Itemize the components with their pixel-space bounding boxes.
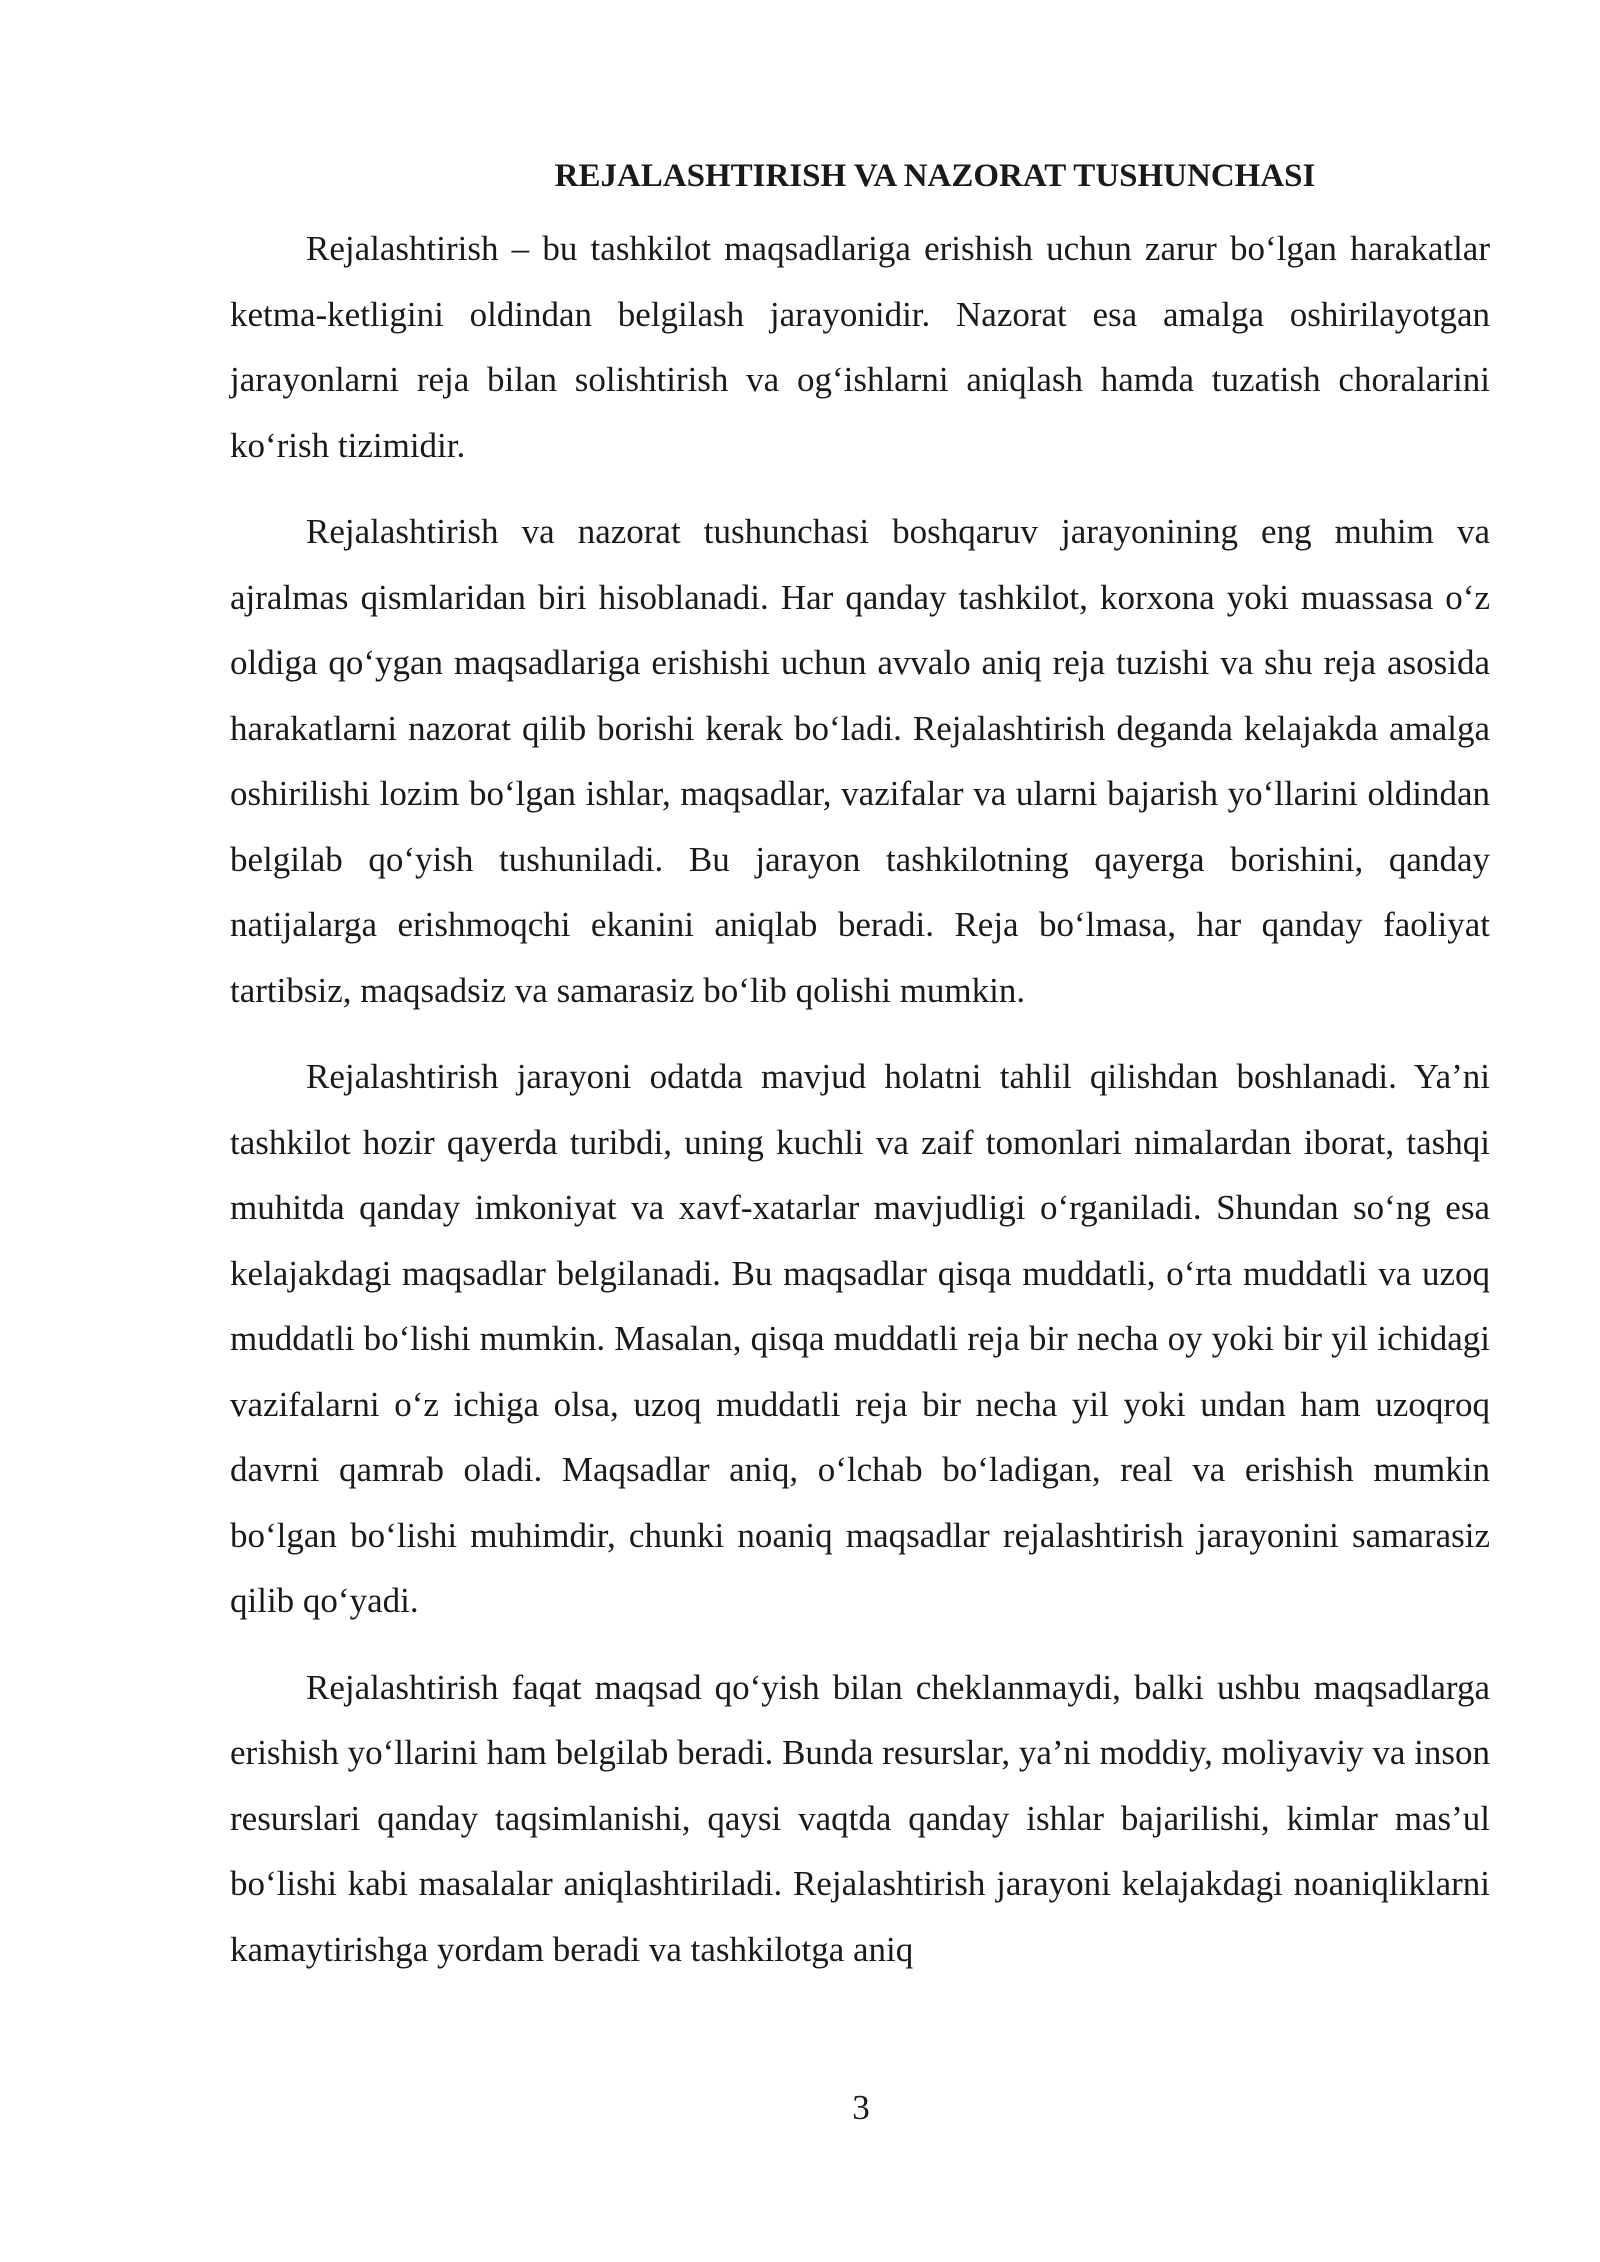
paragraph-2: Rejalashtirish va nazorat tushunchasi boshqaruv jarayonining eng muhim va ajralmas qismlaridan biri hisoblanadi. Har qanday tashkilot, korxona yoki muassasa o‘z oldiga qo‘ygan maqsadlariga erishishi uchun avvalo aniq reja tuzishi va shu reja asosida harakatlarni nazorat qilib borishi kerak bo‘ladi. Rejalashtirish deganda kelajakda amalga oshirilishi lozim bo‘lgan ishlar, maqsadlar, vazifalar va ularni bajarish yo‘llarini oldindan belgilab qo‘yish tushuniladi. Bu jarayon tashkilotning qayerga borishini, qanday natijalarga erishmoqchi ekanini aniqlab beradi. Reja bo‘lmasa, har qanday faoliyat tartibsiz, maqsadsiz va samarasiz bo‘lib qolishi mumkin.	[230, 512, 1490, 1010]
paragraph-4: Rejalashtirish faqat maqsad qo‘yish bilan cheklanmaydi, balki ushbu maqsadlarga erishish yo‘llarini ham belgilab beradi. Bunda resurslar, ya’ni moddiy, moliyaviy va inson resurslari qanday taqsimlanishi, qaysi vaqtda qanday ishlar bajarilishi, kimlar mas’ul bo‘lishi kabi masalalar aniqlashtiriladi. Rejalashtirish jarayoni kelajakdagi noaniqliklarni kamaytirishga yordam beradi va tashkilotga aniq	[230, 1667, 1490, 1969]
paragraph-3: Rejalashtirish jarayoni odatda mavjud holatni tahlil qilishdan boshlanadi. Ya’ni tashkilot hozir qayerda turibdi, uning kuchli va zaif tomonlari nimalardan iborat, tashqi muhitda qanday imkoniyat va xavf-xatarlar mavjudligi o‘rganiladi. Shundan so‘ng esa kelajakdagi maqsadlar belgilanadi. Bu maqsadlar qisqa muddatli, o‘rta muddatli va uzoq muddatli bo‘lishi mumkin. Masalan, qisqa muddatli reja bir necha oy yoki bir yil ichidagi vazifalarni o‘z ichiga olsa, uzoq muddatli reja bir necha yil yoki undan ham uzoqroq davrni qamrab oladi. Maqsadlar aniq, o‘lchab bo‘ladigan, real va erishish mumkin bo‘lgan bo‘lishi muhimdir, chunki noaniq maqsadlar rejalashtirish jarayonini samarasiz qilib qo‘yadi.	[230, 1057, 1490, 1620]
page-title: REJALASHTIRISH VA NAZORAT TUSHUNCHASI	[554, 158, 1316, 194]
page-content	[230, 150, 1490, 1982]
page-number: 3	[852, 2088, 870, 2127]
paragraph-1: Rejalashtirish – bu tashkilot maqsadlariga erishish uchun zarur bo‘lgan harakatlar ketma-ketligini oldindan belgilash jarayonidir. Nazorat esa amalga oshirilayotgan jarayonlarni reja bilan solishtirish va og‘ishlarni aniqlash hamda tuzatish choralarini ko‘rish tizimidir.	[230, 229, 1490, 465]
